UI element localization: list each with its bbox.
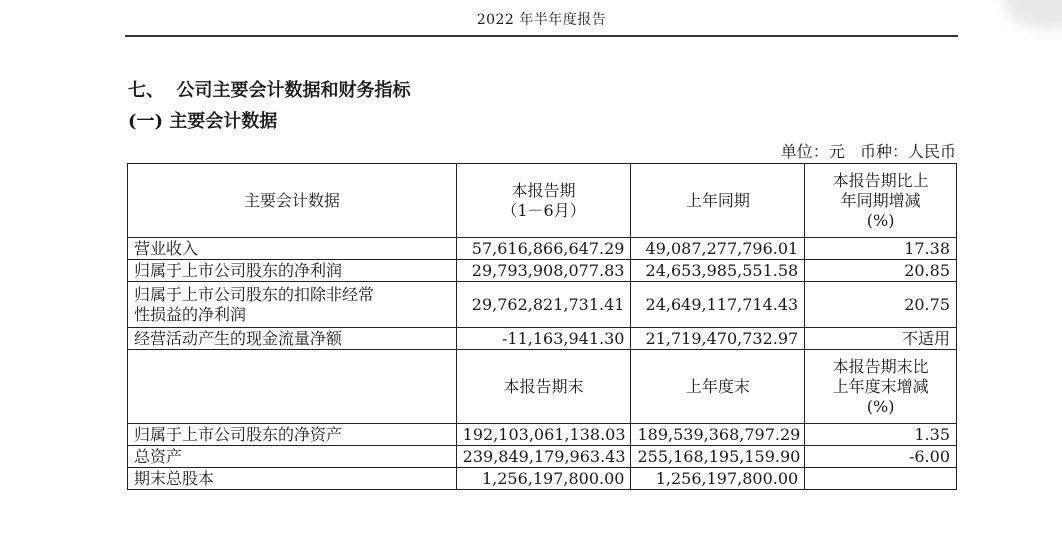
header-change-line3: (%) — [866, 210, 895, 230]
subsection-title: (一) 主要会计数据 — [128, 111, 278, 132]
table-row — [128, 424, 957, 446]
header-change2-line2: 上年度末增减 — [832, 376, 929, 396]
header-cell-blank — [128, 350, 457, 424]
row-prior-value: 49,087,277,796.01 — [631, 238, 805, 260]
row-change-value: 不适用 — [805, 328, 957, 350]
header-cell-change — [805, 164, 957, 238]
header-change2-line3: (%) — [866, 396, 895, 416]
row-label: 总资产 — [128, 446, 457, 468]
row-prior-value: 1,256,197,800.00 — [631, 468, 805, 490]
row-current-value: 192,103,061,138.03 — [456, 424, 631, 446]
key-accounting-data-table — [127, 163, 957, 490]
row-label: 归属于上市公司股东的净利润 — [128, 260, 457, 282]
row-label: 期末总股本 — [128, 468, 457, 490]
row-current-value: 29,762,821,731.41 — [456, 282, 631, 328]
table-row — [128, 446, 957, 468]
table-row — [128, 238, 957, 260]
section-title: 七、 公司主要会计数据和财务指标 — [128, 80, 411, 101]
row-prior-value: 24,653,985,551.58 — [631, 260, 805, 282]
row-label: 营业收入 — [128, 238, 457, 260]
header-rule — [125, 35, 958, 37]
table-row — [128, 468, 957, 490]
row-change-value: 1.35 — [805, 424, 957, 446]
header-cell-current-period — [456, 164, 631, 238]
row-current-value: -11,163,941.30 — [456, 328, 631, 350]
row-prior-value: 24,649,117,714.43 — [631, 282, 805, 328]
row-label — [128, 282, 457, 328]
header-cell-change-period-end — [805, 350, 957, 424]
header-current-line2: （1－6月） — [501, 200, 586, 220]
header-cell-item: 主要会计数据 — [128, 164, 457, 238]
row-prior-value: 255,168,195,159.90 — [631, 446, 805, 468]
row-prior-value: 189,539,368,797.29 — [631, 424, 805, 446]
header-cell-prior-year-end: 上年度末 — [631, 350, 805, 424]
row-change-value: 17.38 — [805, 238, 957, 260]
row-change-value: -6.00 — [805, 446, 957, 468]
row-label: 归属于上市公司股东的净资产 — [128, 424, 457, 446]
header-cell-prior-period: 上年同期 — [631, 164, 805, 238]
table-row — [128, 328, 957, 350]
row-change-value: 20.75 — [805, 282, 957, 328]
table-header-row-period-end — [128, 350, 957, 424]
row-change-value — [805, 468, 957, 490]
row-current-value: 1,256,197,800.00 — [456, 468, 631, 490]
header-change2-line1: 本报告期末比 — [832, 356, 929, 376]
row-change-value: 20.85 — [805, 260, 957, 282]
row-label-line2: 性损益的净利润 — [134, 304, 247, 324]
row-label: 经营活动产生的现金流量净额 — [128, 328, 457, 350]
header-change-line2: 年同期增减 — [840, 190, 921, 210]
row-current-value: 239,849,179,963.43 — [456, 446, 631, 468]
header-current-line1: 本报告期 — [511, 180, 576, 200]
header-cell-period-end: 本报告期末 — [456, 350, 631, 424]
page-corner-shadow — [1002, 0, 1062, 30]
row-current-value: 57,616,866,647.29 — [456, 238, 631, 260]
unit-currency-note: 单位：元 币种：人民币 — [780, 142, 956, 161]
row-label-line1: 归属于上市公司股东的扣除非经常 — [134, 284, 375, 304]
running-header: 2022 年半年度报告 — [476, 12, 607, 28]
table-header-row-period — [128, 164, 957, 238]
row-prior-value: 21,719,470,732.97 — [631, 328, 805, 350]
header-change-line1: 本报告期比上 — [832, 170, 929, 190]
table-row — [128, 282, 957, 328]
row-current-value: 29,793,908,077.83 — [456, 260, 631, 282]
table-row — [128, 260, 957, 282]
